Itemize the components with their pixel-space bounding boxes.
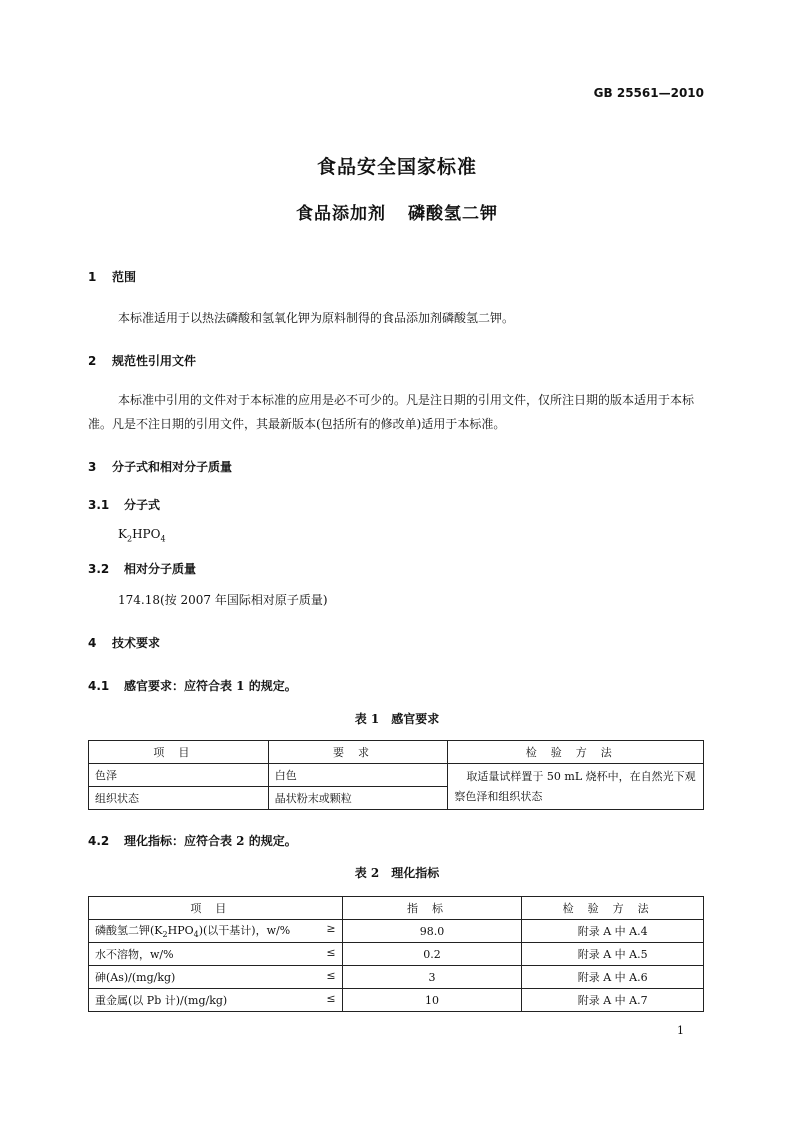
- column-header: 要求: [268, 741, 448, 764]
- table-cell: 色泽: [89, 764, 269, 787]
- section-heading: [88, 634, 160, 651]
- section-title: 分子式和相对分子质量: [112, 460, 233, 474]
- column-header: 项目: [89, 897, 343, 920]
- table-row: [89, 764, 704, 787]
- section-title: 规范性引用文件: [112, 354, 197, 368]
- item-label: 重金属(以 Pb 计)/(mg/kg): [95, 994, 228, 1007]
- table-row: [89, 989, 704, 1012]
- formula-subscript: 4: [160, 534, 166, 544]
- table-cell: 附录 A 中 A.5: [522, 943, 704, 966]
- document-title: 食品安全国家标准: [316, 156, 477, 178]
- table-cell: [89, 920, 343, 943]
- section-number: 4.1: [88, 679, 110, 693]
- section-number: 3.1: [88, 498, 110, 512]
- subsection-heading: [88, 677, 297, 694]
- subtitle-part-b: 磷酸氢二钾: [408, 204, 498, 224]
- item-label: 砷(As)/(mg/kg): [95, 971, 176, 984]
- physicochemical-indicators-table: [88, 896, 704, 1012]
- section-number: 3: [88, 460, 97, 474]
- section-title: 感官要求：应符合表 1 的规定。: [124, 679, 297, 693]
- section-title: 技术要求: [112, 636, 161, 650]
- comparison-symbol: ≥: [326, 922, 336, 936]
- section-number: 1: [88, 270, 97, 284]
- column-header: 检验方法: [522, 897, 704, 920]
- table-row: [89, 966, 704, 989]
- table-caption: 表 1 感官要求: [354, 712, 440, 726]
- table-cell: 98.0: [342, 920, 522, 943]
- table-cell: 白色: [268, 764, 448, 787]
- subtitle-part-a: 食品添加剂: [296, 204, 386, 224]
- paragraph: 本标准适用于以热法磷酸和氢氧化钾为原料制得的食品添加剂磷酸氢二钾。: [118, 311, 515, 325]
- table-cell: [89, 943, 343, 966]
- section-title: 分子式: [124, 498, 161, 512]
- item-label: [95, 922, 290, 939]
- section-number: 2: [88, 354, 97, 368]
- section-title: 理化指标：应符合表 2 的规定。: [124, 834, 297, 848]
- table-cell: 附录 A 中 A.4: [522, 920, 704, 943]
- table-caption: 表 2 理化指标: [354, 866, 440, 880]
- comparison-symbol: ≤: [326, 992, 336, 1005]
- formula-part: K: [118, 527, 127, 541]
- item-subscript: 2: [162, 930, 168, 940]
- table-row: [89, 920, 704, 943]
- molecular-mass: 174.18(按 2007 年国际相对原子质量): [118, 593, 328, 607]
- table-cell: 3: [342, 966, 522, 989]
- table-row: [89, 943, 704, 966]
- table-cell: [89, 989, 343, 1012]
- section-title: 范围: [112, 270, 137, 284]
- section-number: 4.2: [88, 834, 110, 848]
- item-text: )(以干基计)，w/%: [198, 924, 291, 938]
- table-cell: 0.2: [342, 943, 522, 966]
- section-heading: [88, 458, 232, 475]
- item-text: 磷酸氢二钾(K: [95, 924, 163, 938]
- formula-subscript: 2: [126, 534, 133, 544]
- standard-code: GB 25561—2010: [593, 86, 704, 100]
- formula-part: HPO: [132, 527, 161, 541]
- table-cell: [89, 966, 343, 989]
- comparison-symbol: ≤: [326, 946, 336, 959]
- comparison-symbol: ≤: [326, 969, 336, 982]
- table-cell: 晶状粉末或颗粒: [268, 787, 448, 810]
- table-cell: 附录 A 中 A.7: [522, 989, 704, 1012]
- table-header-row: [89, 897, 704, 920]
- column-header: 项目: [89, 741, 269, 764]
- section-number: 3.2: [88, 562, 110, 576]
- subsection-heading: [88, 832, 297, 849]
- table-cell: 组织状态: [89, 787, 269, 810]
- column-header: 指标: [342, 897, 522, 920]
- item-subscript: 4: [193, 930, 199, 940]
- item-text: HPO: [167, 924, 194, 938]
- section-number: 4: [88, 636, 97, 650]
- document-subtitle: [0, 199, 794, 224]
- column-header: 检验方法: [448, 741, 704, 764]
- subsection-heading: [88, 496, 160, 513]
- table-cell: 10: [342, 989, 522, 1012]
- paragraph: 本标准中引用的文件对于本标准的应用是必不可少的。凡是注日期的引用文件，仅所注日期的版本适用于本标准。凡是不注日期的引用文件，其最新版本(包括所有的修改单)适用于本标准。: [88, 393, 695, 431]
- subsection-heading: [88, 560, 196, 577]
- section-heading: [88, 352, 196, 369]
- table-cell: 附录 A 中 A.6: [522, 966, 704, 989]
- page-number: 1: [677, 1024, 684, 1037]
- item-label: 水不溶物，w/%: [95, 948, 174, 961]
- section-title: 相对分子质量: [124, 562, 197, 576]
- sensory-requirements-table: [88, 740, 704, 810]
- table-header-row: [89, 741, 704, 764]
- section-heading: [88, 268, 136, 285]
- molecular-formula: [118, 527, 166, 543]
- table-cell-method: 取适量试样置于 50 mL 烧杯中，在自然光下观察色泽和组织状态: [448, 764, 704, 810]
